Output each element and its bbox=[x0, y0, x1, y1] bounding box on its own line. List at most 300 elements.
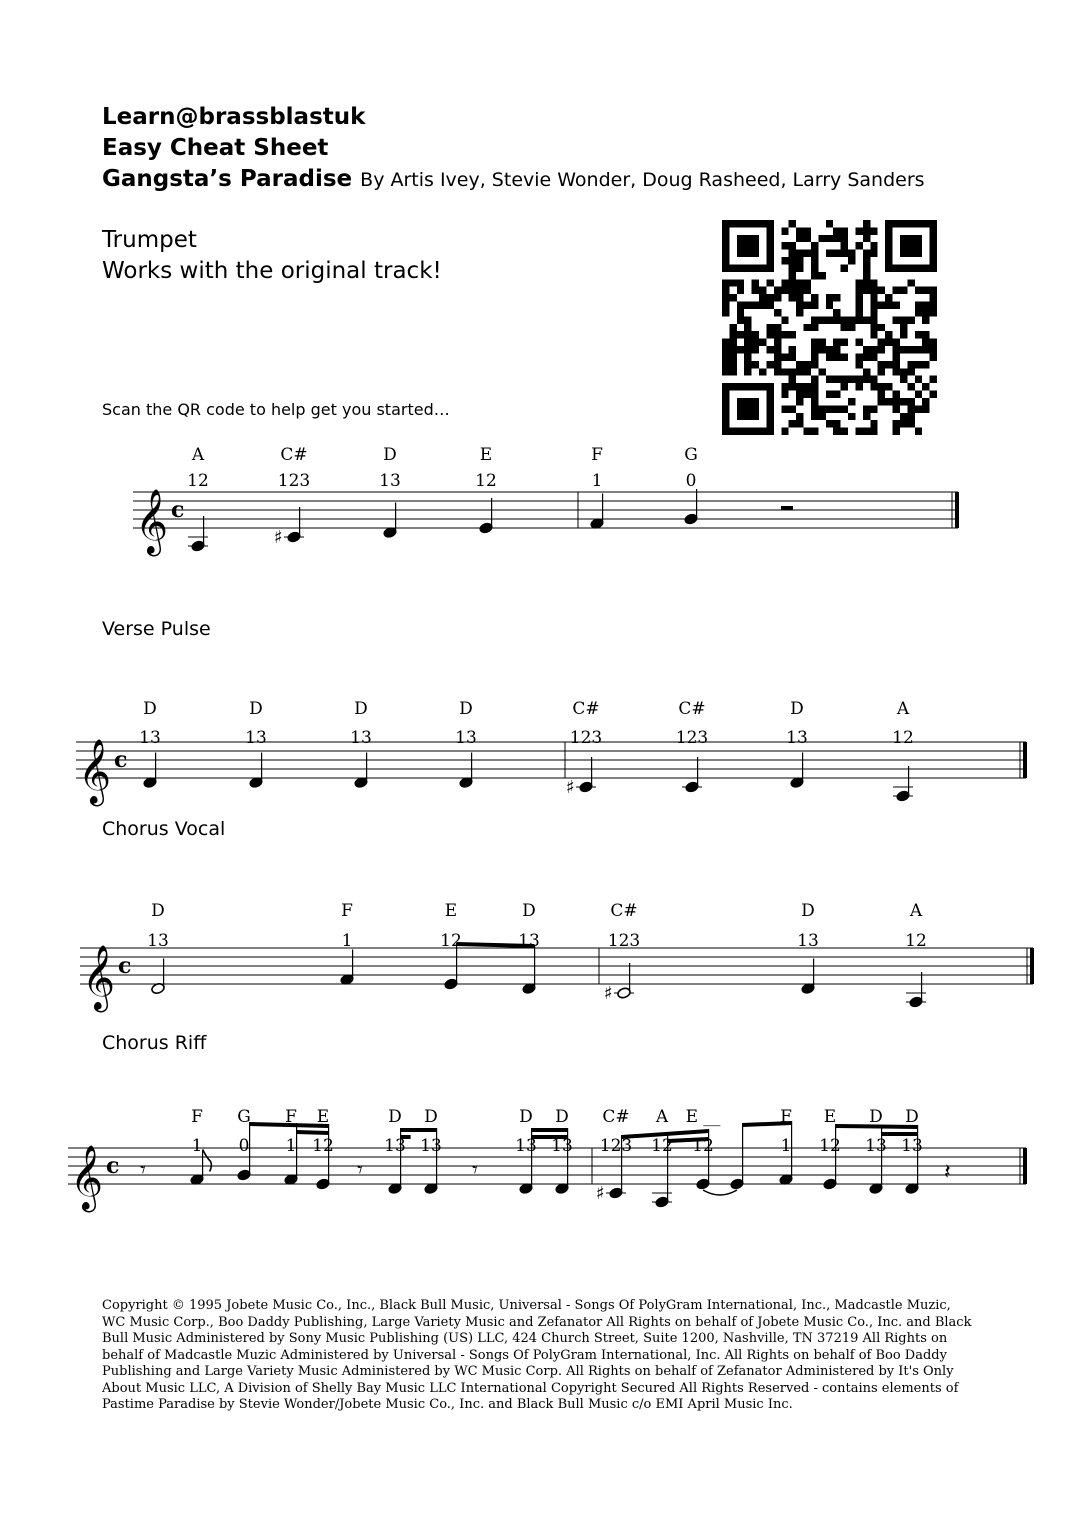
qr-module bbox=[811, 376, 818, 383]
qr-module bbox=[841, 405, 848, 412]
qr-module bbox=[804, 324, 811, 331]
qr-module bbox=[907, 346, 914, 353]
qr-module bbox=[766, 302, 773, 309]
note-name: D bbox=[388, 1107, 402, 1127]
qr-module bbox=[811, 324, 818, 331]
treble-clef-icon: 𝄞 bbox=[78, 739, 112, 804]
treble-clef-icon: 𝄞 bbox=[135, 489, 169, 554]
qr-module bbox=[863, 279, 870, 286]
qr-module bbox=[870, 250, 877, 257]
qr-module bbox=[722, 368, 729, 375]
note-name: F bbox=[285, 1107, 297, 1127]
qr-module bbox=[796, 250, 803, 257]
qr-module bbox=[841, 376, 848, 383]
qr-module bbox=[915, 309, 922, 316]
qr-module bbox=[833, 339, 840, 346]
qr-module bbox=[922, 302, 929, 309]
note-name: C# bbox=[610, 901, 638, 921]
valve-fingering: 13 bbox=[384, 1136, 406, 1156]
note-beam bbox=[532, 1128, 568, 1132]
valve-fingering: 12 bbox=[440, 931, 462, 951]
valve-fingering: 0 bbox=[685, 471, 697, 491]
qr-module bbox=[885, 398, 892, 405]
qr-module bbox=[855, 376, 862, 383]
scale-staff bbox=[0, 430, 1071, 570]
qr-module bbox=[729, 361, 736, 368]
qr-module bbox=[804, 250, 811, 257]
site-name: Learn@brassblastuk bbox=[102, 104, 366, 130]
note-name: E bbox=[823, 1107, 837, 1127]
qr-module bbox=[863, 235, 870, 242]
qr-module bbox=[722, 361, 729, 368]
qr-module bbox=[781, 405, 788, 412]
qr-module bbox=[915, 405, 922, 412]
qr-module bbox=[870, 294, 877, 301]
qr-module bbox=[863, 368, 870, 375]
valve-fingering: 13 bbox=[551, 1136, 573, 1156]
qr-module bbox=[841, 324, 848, 331]
qr-module bbox=[900, 346, 907, 353]
qr-module bbox=[878, 368, 885, 375]
qr-module bbox=[744, 368, 751, 375]
note-name: E __ bbox=[685, 1107, 721, 1127]
qr-module bbox=[863, 257, 870, 264]
qr-module bbox=[811, 257, 818, 264]
qr-module bbox=[729, 353, 736, 360]
qr-module bbox=[811, 339, 818, 346]
qr-module bbox=[885, 302, 892, 309]
qr-module bbox=[796, 279, 803, 286]
qr-module bbox=[774, 361, 781, 368]
qr-module bbox=[907, 413, 914, 420]
qr-module bbox=[826, 316, 833, 323]
note-name: D bbox=[249, 699, 263, 719]
qr-module bbox=[781, 242, 788, 249]
qr-module bbox=[922, 339, 929, 346]
qr-module bbox=[878, 324, 885, 331]
qr-module bbox=[878, 391, 885, 398]
qr-module bbox=[848, 250, 855, 257]
qr-module bbox=[789, 250, 796, 257]
qr-module bbox=[855, 316, 862, 323]
qr-module bbox=[855, 279, 862, 286]
valve-fingering: 12 bbox=[187, 471, 209, 491]
qr-module bbox=[848, 413, 855, 420]
qr-module bbox=[855, 383, 862, 390]
note-name: G bbox=[684, 445, 698, 465]
qr-module bbox=[796, 294, 803, 301]
qr-module bbox=[789, 242, 796, 249]
qr-module bbox=[781, 383, 788, 390]
qr-module bbox=[893, 316, 900, 323]
qr-module bbox=[826, 302, 833, 309]
qr-module bbox=[855, 242, 862, 249]
qr-module bbox=[796, 420, 803, 427]
qr-module bbox=[804, 391, 811, 398]
qr-module bbox=[804, 235, 811, 242]
qr-module bbox=[841, 242, 848, 249]
valve-fingering: 13 bbox=[139, 728, 161, 748]
qr-module bbox=[870, 383, 877, 390]
note-name: D bbox=[905, 1107, 919, 1127]
common-time-icon: c bbox=[118, 953, 132, 979]
qr-module bbox=[841, 339, 848, 346]
qr-module bbox=[907, 279, 914, 286]
note-name: F bbox=[191, 1107, 203, 1127]
note-name: D bbox=[790, 699, 804, 719]
qr-module bbox=[930, 376, 937, 383]
qr-module bbox=[870, 316, 877, 323]
note-name: F bbox=[341, 901, 353, 921]
note-name: A bbox=[655, 1107, 669, 1127]
qr-module bbox=[774, 368, 781, 375]
qr-module bbox=[930, 346, 937, 353]
qr-module bbox=[766, 346, 773, 353]
note-name: F bbox=[780, 1107, 792, 1127]
qr-module bbox=[863, 220, 870, 227]
qr-module bbox=[922, 405, 929, 412]
qr-module bbox=[774, 324, 781, 331]
qr-module bbox=[811, 391, 818, 398]
qr-module bbox=[915, 302, 922, 309]
qr-module bbox=[781, 368, 788, 375]
qr-module bbox=[781, 391, 788, 398]
qr-module bbox=[737, 302, 744, 309]
qr-module bbox=[737, 279, 744, 286]
qr-module bbox=[774, 287, 781, 294]
qr-module bbox=[833, 250, 840, 257]
qr-module bbox=[930, 339, 937, 346]
note-name: D bbox=[143, 699, 157, 719]
qr-module bbox=[848, 257, 855, 264]
qr-module bbox=[878, 339, 885, 346]
qr-module bbox=[811, 383, 818, 390]
qr-module bbox=[826, 376, 833, 383]
qr-module bbox=[922, 346, 929, 353]
valve-fingering: 12 bbox=[892, 728, 914, 748]
qr-module bbox=[722, 294, 729, 301]
qr-module bbox=[804, 361, 811, 368]
note-name: G bbox=[237, 1107, 251, 1127]
qr-module bbox=[915, 287, 922, 294]
qr-module bbox=[930, 302, 937, 309]
qr-module bbox=[870, 324, 877, 331]
qr-module bbox=[826, 391, 833, 398]
qr-module bbox=[737, 287, 744, 294]
chorus-vocal-staff bbox=[0, 890, 1071, 1030]
copyright-notice: Copyright © 1995 Jobete Music Co., Inc., Black Bull Music, Universal - Songs Of PolyGram International, Inc., Madcastle Muzic, WC Music Corp., Boo Daddy Publishing, Large Variety Music and Zefanator All Rights on behalf of Jobete Music Co., Inc. and Black Bull Music Administered by Sony Music Publishing (US) LLC, 424 Church Street, Suite 1200, Nashville, TN 37219 All Rights on behalf of Madcastle Muzic Administered by Universal - Songs Of PolyGram International, Inc. All Rights on behalf of Boo Daddy Publishing and Large Variety Music Administered by WC Music Corp. All Rights on behalf of Zefanator Administered by It's Only About Music LLC, A Division of Shelly Bay Music LLC International Copyright Secured All Rights Reserved - contains elements of Pastime Paradise by Stevie Wonder/Jobete Music Co., Inc. and Black Bull Music c/o EMI April Music Inc. bbox=[102, 1298, 972, 1412]
qr-module bbox=[930, 353, 937, 360]
qr-module bbox=[900, 368, 907, 375]
qr-module bbox=[796, 398, 803, 405]
qr-module bbox=[789, 376, 796, 383]
song-title-line bbox=[102, 164, 925, 196]
note-name: D bbox=[522, 901, 536, 921]
qr-module bbox=[841, 383, 848, 390]
note-name: C# bbox=[280, 445, 308, 465]
qr-module bbox=[863, 346, 870, 353]
qr-module bbox=[729, 294, 736, 301]
qr-module bbox=[833, 376, 840, 383]
valve-fingering: 123 bbox=[607, 931, 641, 951]
valve-fingering: 13 bbox=[420, 1136, 442, 1156]
qr-module bbox=[841, 235, 848, 242]
qr-module bbox=[789, 353, 796, 360]
qr-module bbox=[826, 346, 833, 353]
qr-module bbox=[833, 227, 840, 234]
qr-module bbox=[826, 235, 833, 242]
section-label-chorus-vocal: Chorus Vocal bbox=[102, 818, 226, 840]
note-name: C# bbox=[572, 699, 600, 719]
qr-module bbox=[759, 302, 766, 309]
note-name: F bbox=[591, 445, 603, 465]
qr-module bbox=[811, 398, 818, 405]
qr-module bbox=[766, 324, 773, 331]
qr-code-icon[interactable] bbox=[722, 220, 937, 435]
qr-module bbox=[811, 250, 818, 257]
qr-module bbox=[722, 339, 729, 346]
qr-module bbox=[863, 405, 870, 412]
qr-module bbox=[870, 420, 877, 427]
qr-module bbox=[893, 391, 900, 398]
valve-fingering: 13 bbox=[147, 931, 169, 951]
qr-module bbox=[900, 413, 907, 420]
qr-module bbox=[789, 294, 796, 301]
qr-module bbox=[930, 391, 937, 398]
common-time-icon: c bbox=[106, 1153, 120, 1179]
qr-module bbox=[796, 227, 803, 234]
qr-module bbox=[922, 361, 929, 368]
qr-module bbox=[922, 287, 929, 294]
qr-module bbox=[796, 361, 803, 368]
qr-module bbox=[796, 287, 803, 294]
qr-module bbox=[907, 316, 914, 323]
note-name: A bbox=[896, 699, 910, 719]
qr-module bbox=[774, 309, 781, 316]
qr-module bbox=[729, 331, 736, 338]
qr-module bbox=[863, 264, 870, 271]
qr-module bbox=[774, 339, 781, 346]
qr-module bbox=[811, 361, 818, 368]
qr-module bbox=[744, 339, 751, 346]
qr-module bbox=[863, 413, 870, 420]
qr-module bbox=[781, 316, 788, 323]
qr-module bbox=[863, 227, 870, 234]
song-credits: By Artis Ivey, Stevie Wonder, Doug Rasheed, Larry Sanders bbox=[360, 169, 925, 191]
qr-module bbox=[841, 353, 848, 360]
qr-module bbox=[878, 287, 885, 294]
qr-module bbox=[826, 220, 833, 227]
qr-module bbox=[744, 353, 751, 360]
qr-module bbox=[781, 331, 788, 338]
qr-module bbox=[855, 309, 862, 316]
sharp-icon: ♯ bbox=[274, 527, 283, 548]
qr-module bbox=[885, 361, 892, 368]
qr-module bbox=[922, 383, 929, 390]
qr-module bbox=[789, 420, 796, 427]
qr-module bbox=[744, 346, 751, 353]
qr-module bbox=[752, 302, 759, 309]
qr-module bbox=[863, 316, 870, 323]
valve-fingering: 12 bbox=[905, 931, 927, 951]
note-name: D bbox=[383, 445, 397, 465]
note-beam bbox=[297, 1130, 329, 1135]
qr-module bbox=[766, 331, 773, 338]
qr-module bbox=[804, 383, 811, 390]
qr-module bbox=[737, 309, 744, 316]
qr-module bbox=[907, 405, 914, 412]
common-time-icon: c bbox=[114, 747, 128, 773]
qr-module bbox=[893, 368, 900, 375]
qr-module bbox=[811, 413, 818, 420]
qr-module bbox=[915, 376, 922, 383]
qr-module bbox=[893, 405, 900, 412]
valve-fingering: 123 bbox=[569, 728, 603, 748]
final-barline bbox=[1030, 948, 1034, 984]
qr-module bbox=[907, 368, 914, 375]
qr-module bbox=[885, 294, 892, 301]
note-name: A bbox=[909, 901, 923, 921]
qr-module bbox=[796, 302, 803, 309]
qr-module bbox=[915, 391, 922, 398]
qr-module bbox=[722, 279, 729, 286]
qr-module bbox=[722, 346, 729, 353]
qr-module bbox=[781, 279, 788, 286]
qr-module bbox=[900, 316, 907, 323]
qr-module bbox=[818, 316, 825, 323]
qr-module bbox=[789, 368, 796, 375]
qr-module bbox=[930, 309, 937, 316]
qr-module bbox=[729, 324, 736, 331]
final-barline bbox=[1023, 1148, 1027, 1184]
qr-module bbox=[766, 361, 773, 368]
qr-module bbox=[811, 353, 818, 360]
qr-module bbox=[826, 294, 833, 301]
valve-fingering: 1 bbox=[780, 1136, 792, 1156]
qr-module bbox=[833, 235, 840, 242]
qr-module bbox=[878, 398, 885, 405]
qr-module bbox=[870, 242, 877, 249]
qr-module bbox=[841, 264, 848, 271]
valve-fingering: 13 bbox=[379, 471, 401, 491]
qr-module bbox=[744, 302, 751, 309]
note-name: E bbox=[479, 445, 493, 465]
note-name: D bbox=[354, 699, 368, 719]
note-name: D bbox=[869, 1107, 883, 1127]
qr-module bbox=[863, 250, 870, 257]
qr-module bbox=[900, 331, 907, 338]
qr-module bbox=[781, 227, 788, 234]
qr-module bbox=[863, 287, 870, 294]
qr-module bbox=[789, 264, 796, 271]
qr-module bbox=[878, 383, 885, 390]
note-name: D bbox=[519, 1107, 533, 1127]
qr-module bbox=[759, 368, 766, 375]
qr-module bbox=[752, 346, 759, 353]
eighth-rest-icon: 𝄾 bbox=[140, 1158, 146, 1183]
qr-module bbox=[796, 368, 803, 375]
qr-module bbox=[907, 361, 914, 368]
song-title: Gangsta’s Paradise bbox=[102, 166, 353, 192]
qr-module bbox=[885, 339, 892, 346]
qr-module bbox=[907, 398, 914, 405]
valve-fingering: 13 bbox=[455, 728, 477, 748]
tie-arc bbox=[703, 1190, 737, 1195]
qr-module bbox=[848, 376, 855, 383]
qr-module bbox=[796, 257, 803, 264]
note-flag bbox=[203, 1150, 212, 1172]
eighth-rest-icon: 𝄾 bbox=[357, 1158, 363, 1183]
qr-module bbox=[752, 287, 759, 294]
qr-module bbox=[744, 331, 751, 338]
qr-module bbox=[893, 361, 900, 368]
qr-module bbox=[870, 309, 877, 316]
qr-module bbox=[870, 302, 877, 309]
treble-clef-icon: 𝄞 bbox=[70, 1145, 104, 1210]
qr-module bbox=[781, 257, 788, 264]
qr-module bbox=[855, 361, 862, 368]
note-name: E bbox=[444, 901, 458, 921]
qr-finder-core bbox=[900, 235, 922, 257]
qr-module bbox=[922, 309, 929, 316]
qr-module bbox=[752, 361, 759, 368]
qr-module bbox=[729, 279, 736, 286]
chorus-riff-staff bbox=[0, 1095, 1071, 1235]
qr-module bbox=[848, 398, 855, 405]
qr-module bbox=[907, 383, 914, 390]
qr-module bbox=[774, 331, 781, 338]
qr-module bbox=[841, 316, 848, 323]
qr-module bbox=[789, 287, 796, 294]
qr-module bbox=[878, 302, 885, 309]
qr-module bbox=[818, 405, 825, 412]
qr-module bbox=[922, 316, 929, 323]
qr-module bbox=[855, 353, 862, 360]
qr-module bbox=[833, 316, 840, 323]
valve-fingering: 123 bbox=[277, 471, 311, 491]
qr-module bbox=[811, 346, 818, 353]
qr-module bbox=[766, 294, 773, 301]
qr-module bbox=[804, 227, 811, 234]
eighth-rest-icon: 𝄾 bbox=[472, 1158, 478, 1183]
note-name: D bbox=[555, 1107, 569, 1127]
valve-fingering: 12 bbox=[475, 471, 497, 491]
qr-finder-core bbox=[737, 398, 759, 420]
note-beam bbox=[401, 1128, 437, 1132]
instrument-label: Trumpet bbox=[102, 227, 197, 253]
qr-module bbox=[774, 353, 781, 360]
note-name: A bbox=[191, 445, 205, 465]
qr-module bbox=[900, 324, 907, 331]
valve-fingering: 0 bbox=[238, 1136, 250, 1156]
note-name: D bbox=[801, 901, 815, 921]
qr-module bbox=[870, 346, 877, 353]
qr-module bbox=[818, 346, 825, 353]
qr-module bbox=[722, 287, 729, 294]
valve-fingering: 13 bbox=[515, 1136, 537, 1156]
qr-module bbox=[811, 316, 818, 323]
qr-module bbox=[789, 220, 796, 227]
half-rest-icon bbox=[781, 506, 793, 510]
note-name: D bbox=[151, 901, 165, 921]
qr-module bbox=[826, 250, 833, 257]
valve-fingering: 1 bbox=[341, 931, 353, 951]
qr-module bbox=[855, 294, 862, 301]
qr-module bbox=[855, 287, 862, 294]
qr-module bbox=[811, 294, 818, 301]
qr-module bbox=[796, 391, 803, 398]
qr-module bbox=[900, 398, 907, 405]
